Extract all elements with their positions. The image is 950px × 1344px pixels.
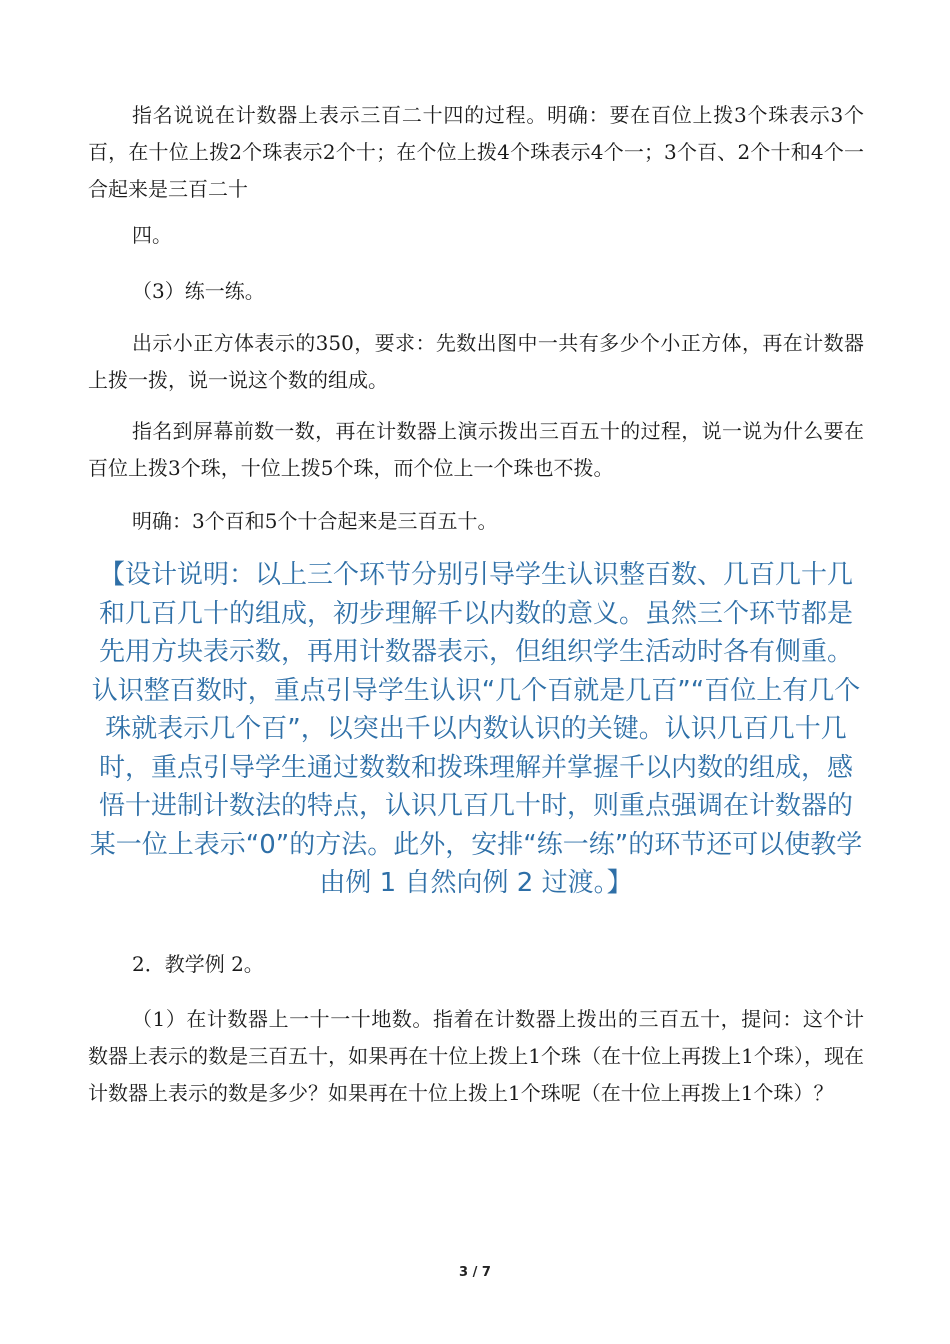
paragraph-continuation: 四。 (132, 223, 172, 247)
paragraph-counting-324: 指名说说在计数器上表示三百二十四的过程。明确：要在百位上拨3个珠表示3个百，在十位上拨2个珠表示2个十；在个位上拨4个珠表示4个一；3个百、2个十和4个一合起来是三百二十 (88, 103, 864, 201)
paragraph-count-by-tens: （1）在计数器上一十一十地数。指着在计数器上拨出的三百五十，提问：这个计数器上表示的数是三百五十，如果再在十位上拨上1个珠（在十位上再拨上1个珠），现在计数器上表示的数是多少？如果再在十位上拨上1个珠呢（在十位上再拨上1个珠）？ (88, 1007, 864, 1105)
paragraph-practice-heading: （3）练一练。 (132, 279, 265, 303)
page-number: 3 / 7 (459, 1265, 491, 1280)
paragraph-demonstrate-350: 指名到屏幕前数一数，再在计数器上演示拨出三百五十的过程，说一说为什么要在百位上拨3个珠，十位上拨5个珠，而个位上一个珠也不拨。 (88, 419, 864, 480)
paragraph-conclusion-350: 明确：3个百和5个十合起来是三百五十。 (132, 509, 498, 533)
section-heading-example-2: 2．教学例 2。 (132, 952, 264, 976)
paragraph-show-350: 出示小正方体表示的350，要求：先数出图中一共有多少个小正方体，再在计数器上拨一拨，说一说这个数的组成。 (88, 331, 864, 392)
design-note: 【设计说明：以上三个环节分别引导学生认识整百数、几百几十几和几百几十的组成，初步理解千以内数的意义。虽然三个环节都是先用方块表示数，再用计数器表示，但组织学生活动时各有侧重。认识整百数时，重点引导学生认识“几个百就是几百”“百位上有几个珠就表示几个百”，以突出千以内数认识的关键。认识几百几十几时，重点引导学生通过数数和拨珠理解并掌握千以内数的组成，感悟十进制计数法的特点，认识几百几十时，则重点强调在计数器的某一位上表示“0”的方法。此外，安排“练一练”的环节还可以使教学由例 1 自然向例 2 过渡。】 (89, 560, 863, 898)
